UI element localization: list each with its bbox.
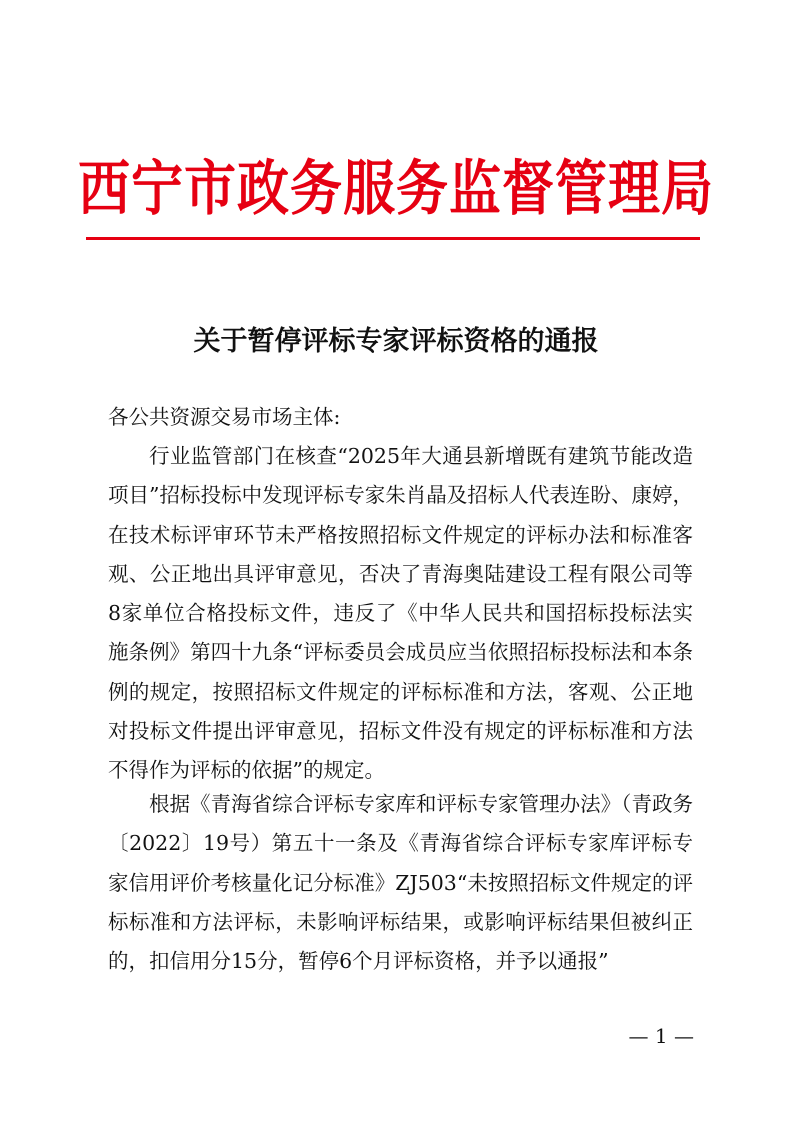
paragraph-text: 行业监管部门在核查“2025年大通县新增既有建筑节能改造项目”招标投标中发现评标专家朱肖晶及招标人代表连盼、康婷，在技术标评审环节未严格按照招标文件规定的评标办法和标准客观、公正地出具评审意见，否决了青海奥陆建设工程有限公司等8家单位合格投标文件，违反了《中华人民共和国招标投标法实施条例》第四十九条“评标委员会成员应当依照招标投标法和本条例的规定，按照招标文件规定的评标标准和方法，客观、公正地对投标文件提出评审意见，招标文件没有规定的评标标准和方法不得作为评标的依据”的规定。 [108,444,693,783]
body-paragraph-2 [108,785,693,981]
masthead-red-rule [86,237,700,240]
paragraph-text: 根据《青海省综合评标专家库和评标专家管理办法》（青政务〔2022〕19号）第五十一条及《青海省综合评标专家库评标专家信用评价考核量化记分标准》ZJ503“未按照招标文件规定的评标标准和方法评标，未影响评标结果，或影响评标结果但被纠正的，扣信用分15分，暂停6个月评标资格，并予以通报” [108,792,693,974]
body-paragraph-1 [108,437,693,791]
masthead-text: 西宁市政务服务监督管理局 [77,153,714,224]
masthead-title [0,148,792,231]
document-title: 关于暂停评标专家评标资格的通报 [193,326,599,357]
salutation: 各公共资源交易市场主体: [108,405,341,429]
page-number: — 1 — [628,1024,694,1048]
